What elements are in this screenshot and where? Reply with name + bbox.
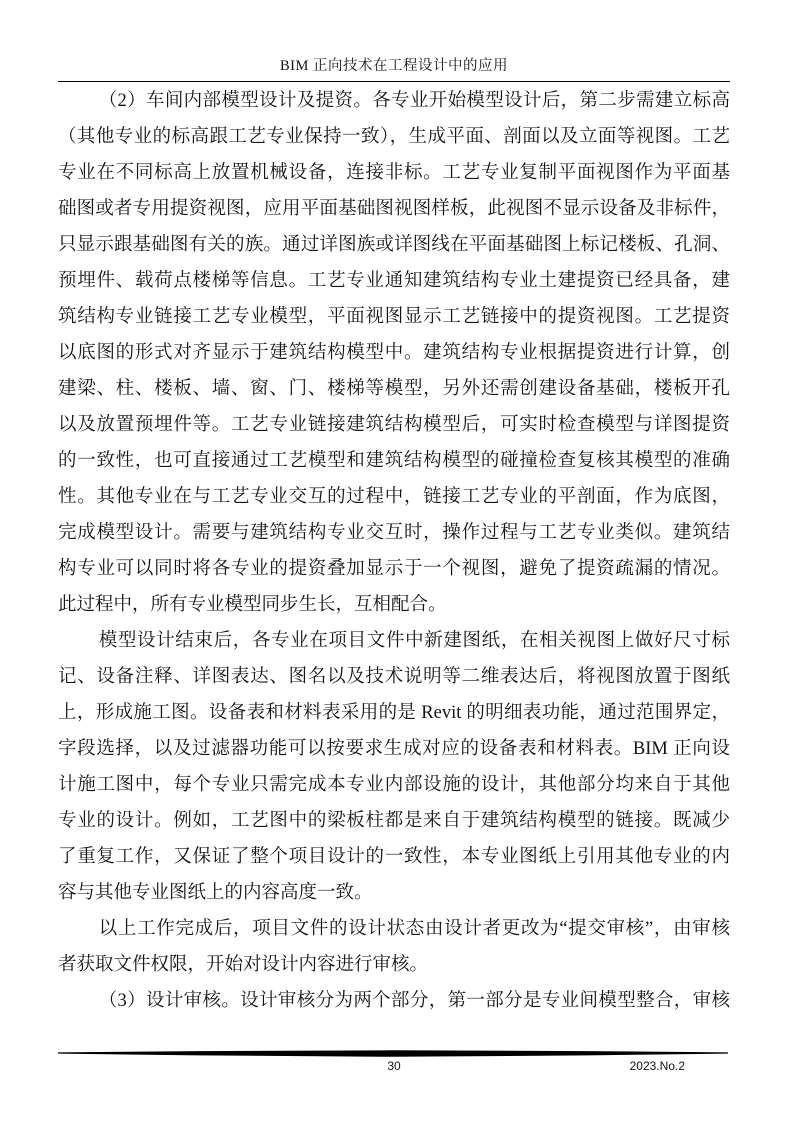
- text-line: 字段选择，以及过滤器功能可以按要求生成对应的设备表和材料表。BIM 正向设: [58, 739, 730, 759]
- text-line: 者获取文件权限，开始对设计内容进行审核。: [58, 955, 429, 975]
- text-line: 以底图的形式对齐显示于建筑结构模型中。建筑结构专业根据提资进行计算，创: [58, 343, 730, 363]
- text-line: 上，形成施工图。设备表和材料表采用的是 Revit 的明细表功能，通过范围界定，: [58, 703, 730, 723]
- page-footer: [58, 1057, 730, 1075]
- text-line: 了重复工作，又保证了整个项目设计的一致性，本专业图纸上引用其他专业的内: [58, 847, 730, 867]
- text-line: 模型设计结束后，各专业在项目文件中新建图纸，在相关视图上做好尺寸标: [98, 631, 730, 651]
- running-header-title: BIM 正向技术在工程设计中的应用: [279, 58, 509, 74]
- text-line: 记、设备注释、详图表达、图名以及技术说明等二维表达后，将视图放置于图纸: [58, 667, 730, 687]
- text-line: 建梁、柱、楼板、墙、窗、门、楼梯等模型，另外还需创建设备基础，楼板开孔: [58, 379, 730, 399]
- issue-label: 2023.No.2: [629, 1059, 685, 1073]
- page-number: 30: [387, 1059, 401, 1073]
- text-line: 础图或者专用提资视图，应用平面基础图视图样板，此视图不显示设备及非标件，: [58, 199, 730, 219]
- text-line: 容与其他专业图纸上的内容高度一致。: [58, 883, 373, 903]
- text-line: 预埋件、载荷点楼梯等信息。工艺专业通知建筑结构专业土建提资已经具备，建: [58, 271, 730, 291]
- text-line: 以及放置预埋件等。工艺专业链接建筑结构模型后，可实时检查模型与详图提资: [58, 415, 730, 435]
- text-line: 完成模型设计。需要与建筑结构专业交互时，操作过程与工艺专业类似。建筑结: [58, 523, 730, 543]
- text-line: （2）车间内部模型设计及提资。各专业开始模型设计后，第二步需建立标高: [98, 91, 730, 111]
- text-line: 此过程中，所有专业模型同步生长，互相配合。: [58, 595, 447, 615]
- text-line: （其他专业的标高跟工艺专业保持一致），生成平面、剖面以及立面等视图。工艺: [58, 127, 730, 147]
- text-line: 筑结构专业链接工艺专业模型，平面视图显示工艺链接中的提资视图。工艺提资: [58, 307, 730, 327]
- text-line: （3）设计审核。设计审核分为两个部分，第一部分是专业间模型整合，审核: [98, 991, 730, 1011]
- text-line: 专业的设计。例如，工艺图中的梁板柱都是来自于建筑结构模型的链接。既减少: [58, 811, 730, 831]
- text-line: 以上工作完成后，项目文件的设计状态由设计者更改为“提交审核”，由审核: [98, 919, 730, 939]
- body-text: [58, 83, 730, 1019]
- text-line: 的一致性，也可直接通过工艺模型和建筑结构模型的碰撞检查复核其模型的准确: [58, 451, 730, 471]
- text-line: 只显示跟基础图有关的族。通过详图族或详图线在平面基础图上标记楼板、孔洞、: [58, 235, 730, 255]
- text-line: 专业在不同标高上放置机械设备，连接非标。工艺专业复制平面视图作为平面基: [58, 163, 730, 183]
- text-line: 计施工图中，每个专业只需完成本专业内部设施的设计，其他部分均来自于其他: [58, 775, 730, 795]
- text-line: 构专业可以同时将各专业的提资叠加显示于一个视图，避免了提资疏漏的情况。: [58, 559, 730, 579]
- text-line: 性。其他专业在与工艺专业交互的过程中，链接工艺专业的平剖面，作为底图，: [58, 487, 730, 507]
